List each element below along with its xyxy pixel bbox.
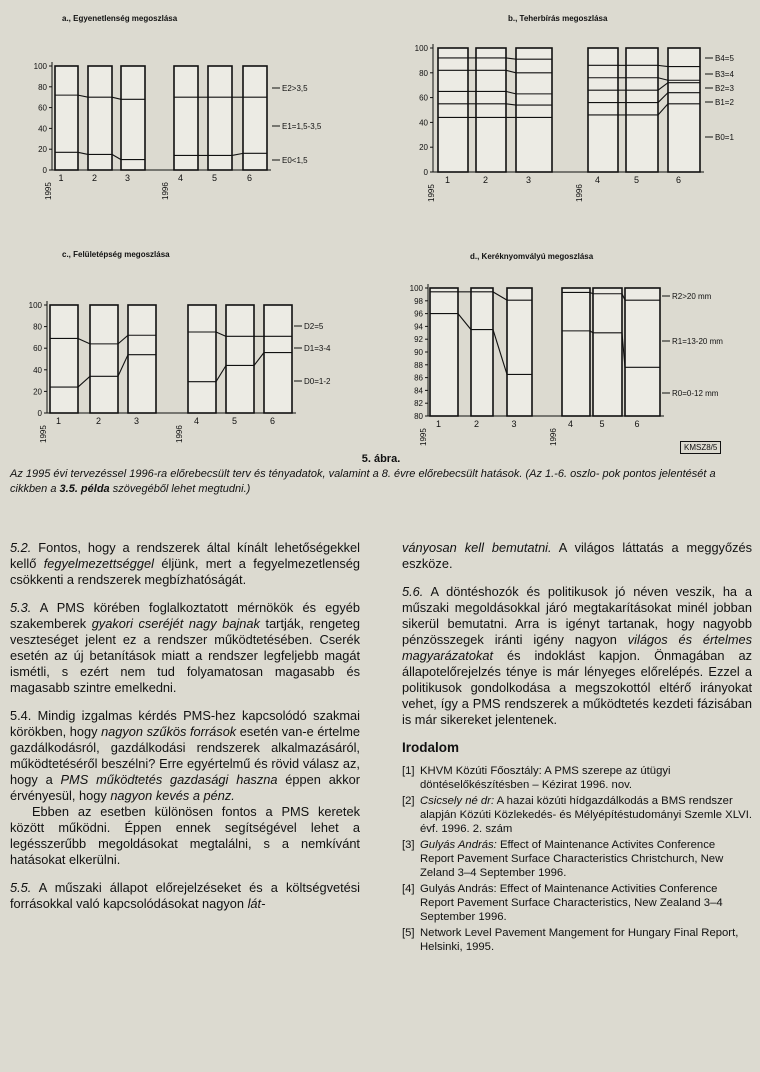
reference-number: [1] [402, 765, 415, 777]
legend-label: B0=1 [715, 133, 734, 142]
column-label: 2 [92, 173, 98, 183]
legend-label: E0<1,5 [282, 156, 308, 165]
reference-item [402, 926, 752, 954]
column-label: 2 [96, 416, 102, 426]
paragraph-5-5-cont: ványosan kell bemutatni. A világos láttatás a meggyőzés eszköze. [402, 540, 752, 571]
bar-col-5 [626, 48, 658, 172]
reference-item [402, 838, 752, 880]
y-tick-label: 96 [414, 309, 423, 319]
boundary-connector [216, 365, 226, 381]
boundary-connector [78, 376, 90, 387]
paragraph-5-4-cont: Ebben az esetben különösen fontos a PMS keretek között működni. Éppen ennek segítségével lehet a legésszerűbb megoldásokat megtalálni, s a nemkívánt hatásokat elkerülni. [10, 804, 360, 867]
legend-label: E2>3,5 [282, 84, 308, 93]
chart-c-plot [29, 301, 331, 443]
column-label: 6 [634, 419, 640, 429]
boundary-connector [216, 332, 226, 336]
y-tick-label: 80 [414, 412, 423, 421]
boundary-connector [658, 93, 668, 103]
year-label: 1995 [44, 182, 53, 200]
boundary-connector [78, 152, 88, 154]
bar-col-6 [243, 66, 267, 170]
chart-b-title: b., Teherbírás megoszlása [508, 14, 608, 23]
legend-label: R2>20 mm [672, 292, 712, 301]
paragraph-5-6: 5.6. A döntéshozók és politikusok jó néven veszik, ha a műszaki megoldásokkal járó megtakarításokat minél jobban sikerül bemutatni. Arra is igényt tartanak, hogy nagyobb pénzösszegek iránti igény nagyon világos és értelmes magyarázatokat és indoklást kapjon. Önmagában az állapotelőrejelzés ténye is már lényeges előrelépés. Ezzel a politikusok gondolkodása a megszokottól eltérő irányokat vehet, így a PMS rendszerek a működtetés kezdeti fázisában is már sikereket jelentenek. [402, 584, 752, 727]
boundary-connector [112, 97, 121, 99]
reference-text: Gulyás András: Effect of Maintenance Activites Conference Report Pavement Surface Characteristics Christchurch, New Zeland 3–4 September 1996. [420, 839, 724, 879]
legend-label: B3=4 [715, 70, 734, 79]
paragraph-5-3: 5.3. A PMS körében foglalkoztatott mérnökök és egyéb szakemberek gyakori cseréjét nagy bajnak tartják, rengeteg veszteséget jelent ez a rendszer működtetésében. Cserék esetén az új betanítások miatt a rendszer legfeljebb magát ismétli, s ezért nem tud folyamatosan magasabb és magasabb szintre emelkedni. [10, 600, 361, 695]
chart-d-plot [410, 284, 724, 446]
y-tick-label: 40 [419, 118, 428, 128]
y-tick-label: 0 [423, 168, 428, 177]
bar-col-2 [90, 305, 118, 413]
column-label: 1 [436, 419, 442, 429]
y-tick-label: 40 [38, 124, 47, 134]
y-tick-label: 88 [414, 360, 423, 370]
boundary-connector [118, 355, 128, 377]
y-tick-label: 90 [414, 348, 423, 357]
boundary-connector [658, 65, 668, 66]
left-column [10, 540, 360, 924]
column-label: 2 [483, 175, 489, 185]
y-tick-label: 92 [414, 335, 423, 345]
y-tick-label: 100 [33, 62, 47, 71]
y-tick-label: 60 [33, 344, 42, 354]
chart-d-title: d., Keréknyomvályú megoszlása [470, 252, 594, 261]
column-label: 5 [599, 419, 605, 429]
figure-caption [10, 452, 752, 497]
y-tick-label: 20 [33, 387, 42, 397]
legend-label: D1=3-4 [304, 344, 331, 353]
charts-svg [0, 0, 760, 450]
bar-col-5 [226, 305, 254, 413]
y-tick-label: 100 [28, 301, 42, 310]
boundary-connector [506, 91, 516, 93]
y-tick-label: 60 [38, 103, 47, 113]
legend-label: R0=0-12 mm [672, 389, 719, 398]
column-label: 1 [58, 173, 64, 183]
right-column [402, 540, 752, 956]
y-tick-label: 60 [419, 93, 428, 103]
reference-text: Csicsely né dr: A hazai közúti hídgazdálkodás a BMS rendszer alapján Közúti Közlekedés- és Mélyépítéstudományi Szemle XLVI. évf. 1996. 2. szám [420, 795, 752, 835]
bar-col-1 [50, 305, 78, 413]
year-label: 1995 [427, 184, 436, 202]
column-label: 6 [247, 173, 253, 183]
year-label: 1995 [39, 425, 48, 443]
references-list [402, 764, 752, 954]
reference-number: [5] [402, 927, 415, 939]
reference-text: Gulyás András: Effect of Maintenance Activities Conference Report Pavement Surface Characteristics, New Zealand 3–4 September 1996. [420, 883, 723, 923]
legend-label: B1=2 [715, 98, 734, 107]
column-label: 4 [194, 416, 200, 426]
references-heading: Irodalom [402, 740, 460, 755]
legend-label: D0=1-2 [304, 377, 331, 386]
paragraph-5-2: 5.2. Fontos, hogy a rendszerek által kínált lehetőségekkel kellő fegyelmezettséggel éljünk, mert a fegyelmezetlenség csökkenti a rendszerek megbízhatóságát. [10, 540, 360, 587]
boundary-connector [658, 83, 668, 90]
column-label: 4 [178, 173, 184, 183]
column-label: 4 [568, 419, 574, 429]
y-tick-label: 94 [414, 322, 423, 332]
year-label: 1996 [175, 425, 184, 443]
column-label: 5 [232, 416, 238, 426]
y-tick-label: 84 [414, 386, 423, 396]
figure-number: 5. ábra. [361, 453, 401, 465]
reference-item [402, 764, 752, 792]
column-label: 3 [125, 173, 131, 183]
reference-item [402, 882, 752, 924]
column-label: 4 [595, 175, 601, 185]
bar-col-1 [430, 288, 458, 416]
boundary-connector [118, 335, 128, 344]
y-tick-label: 40 [33, 365, 42, 375]
chart-b-plot [415, 44, 735, 202]
caption-line2a: pok pontos jelentését a cikkben a [10, 468, 716, 495]
legend-label: R1=13-20 mm [672, 337, 723, 346]
bar-col-4 [562, 288, 590, 416]
legend-label: B4=5 [715, 54, 734, 63]
year-label: 1995 [419, 428, 428, 446]
bar-col-6 [264, 305, 292, 413]
boundary-connector [254, 353, 264, 366]
column-label: 3 [526, 175, 532, 185]
bar-col-1 [438, 48, 468, 172]
chart-c-title: c., Felületépség megoszlása [62, 250, 170, 259]
boundary-connector [493, 330, 507, 375]
bar-col-1 [55, 66, 78, 170]
boundary-connector [506, 70, 516, 72]
y-tick-label: 80 [419, 68, 428, 78]
column-label: 2 [474, 419, 480, 429]
y-tick-label: 82 [414, 399, 423, 409]
bar-col-2 [471, 288, 493, 416]
reference-text: Network Level Pavement Mangement for Hungary Final Report, Helsinki, 1995. [420, 927, 739, 953]
bar-col-4 [174, 66, 198, 170]
y-tick-label: 20 [38, 145, 47, 155]
column-label: 5 [634, 175, 640, 185]
y-tick-label: 98 [414, 296, 423, 306]
bar-col-3 [516, 48, 552, 172]
boundary-connector [112, 154, 121, 159]
boundary-connector [658, 104, 668, 115]
bar-col-6 [625, 288, 660, 416]
column-label: 6 [676, 175, 682, 185]
reference-text: KHVM Közúti Főosztály: A PMS szerepe az útügyi döntéselőkészítésben – Kézirat 1996. nov. [420, 765, 671, 791]
bar-col-3 [507, 288, 532, 416]
y-tick-label: 0 [42, 166, 47, 175]
caption-text [10, 467, 752, 497]
y-tick-label: 100 [414, 44, 428, 53]
reference-number: [2] [402, 795, 415, 807]
boundary-connector [78, 95, 88, 97]
bar-col-5 [208, 66, 232, 170]
boundary-connector [506, 58, 516, 59]
column-label: 3 [134, 416, 140, 426]
column-label: 6 [270, 416, 276, 426]
paragraph-5-5: 5.5. A műszaki állapot előrejelzéseket és a költségvetési forrásokkal való kapcsolódásokat nagyon lát- [10, 880, 360, 911]
boundary-connector [493, 292, 507, 300]
y-tick-label: 20 [419, 143, 428, 153]
y-tick-label: 100 [409, 284, 423, 293]
bar-col-3 [128, 305, 156, 413]
paragraph-5-4: 5.4. Mindig izgalmas kérdés PMS-hez kapcsolódó szakmai körökben, hogy nagyon szűkös források esetén van-e értelme gazdálkodásról, gazdálkodási rendszerek alkalmazásáról, működtetéséről beszélni? Erre egyértelmű és rövid válasz az, hogy a PMS működtetés gazdasági haszna éppen akkor érvényesül, hogy nagyon kevés a pénz. [10, 708, 360, 803]
figure-stamp: KMSZ8/5 [680, 441, 721, 454]
chart-a-title: a., Egyenetlenség megoszlása [62, 14, 178, 23]
y-tick-label: 80 [38, 82, 47, 92]
boundary-connector [232, 153, 243, 155]
year-label: 1996 [575, 184, 584, 202]
chart-a-plot [34, 62, 322, 200]
boundary-connector [78, 338, 90, 343]
caption-line2c: szövegéből lehet megtudni.) [109, 483, 251, 495]
boundary-connector [658, 78, 668, 80]
reference-number: [3] [402, 839, 415, 851]
boundary-connector [506, 104, 516, 105]
bar-col-4 [588, 48, 618, 172]
column-label: 5 [212, 173, 218, 183]
caption-line1: Az 1995 évi tervezéssel 1996-ra előrebecsült terv és tényadatok, valamint a 8. évre előrebecsült hatások. (Az 1.-6. oszlo- [10, 468, 600, 480]
legend-label: D2=5 [304, 322, 324, 331]
caption-example-ref: 3.5. példa [59, 483, 110, 495]
column-label: 3 [511, 419, 517, 429]
bar-col-3 [121, 66, 145, 170]
y-tick-label: 0 [37, 409, 42, 418]
bar-col-2 [476, 48, 506, 172]
column-label: 1 [445, 175, 451, 185]
year-label: 1996 [161, 182, 170, 200]
legend-label: B2=3 [715, 84, 734, 93]
bar-col-4 [188, 305, 216, 413]
reference-number: [4] [402, 883, 415, 895]
y-tick-label: 80 [33, 322, 42, 332]
boundary-connector [458, 314, 471, 330]
year-label: 1996 [549, 428, 558, 446]
y-tick-label: 86 [414, 373, 423, 383]
bar-col-5 [593, 288, 622, 416]
legend-label: E1=1,5-3,5 [282, 122, 322, 131]
column-label: 1 [56, 416, 62, 426]
reference-item [402, 794, 752, 836]
